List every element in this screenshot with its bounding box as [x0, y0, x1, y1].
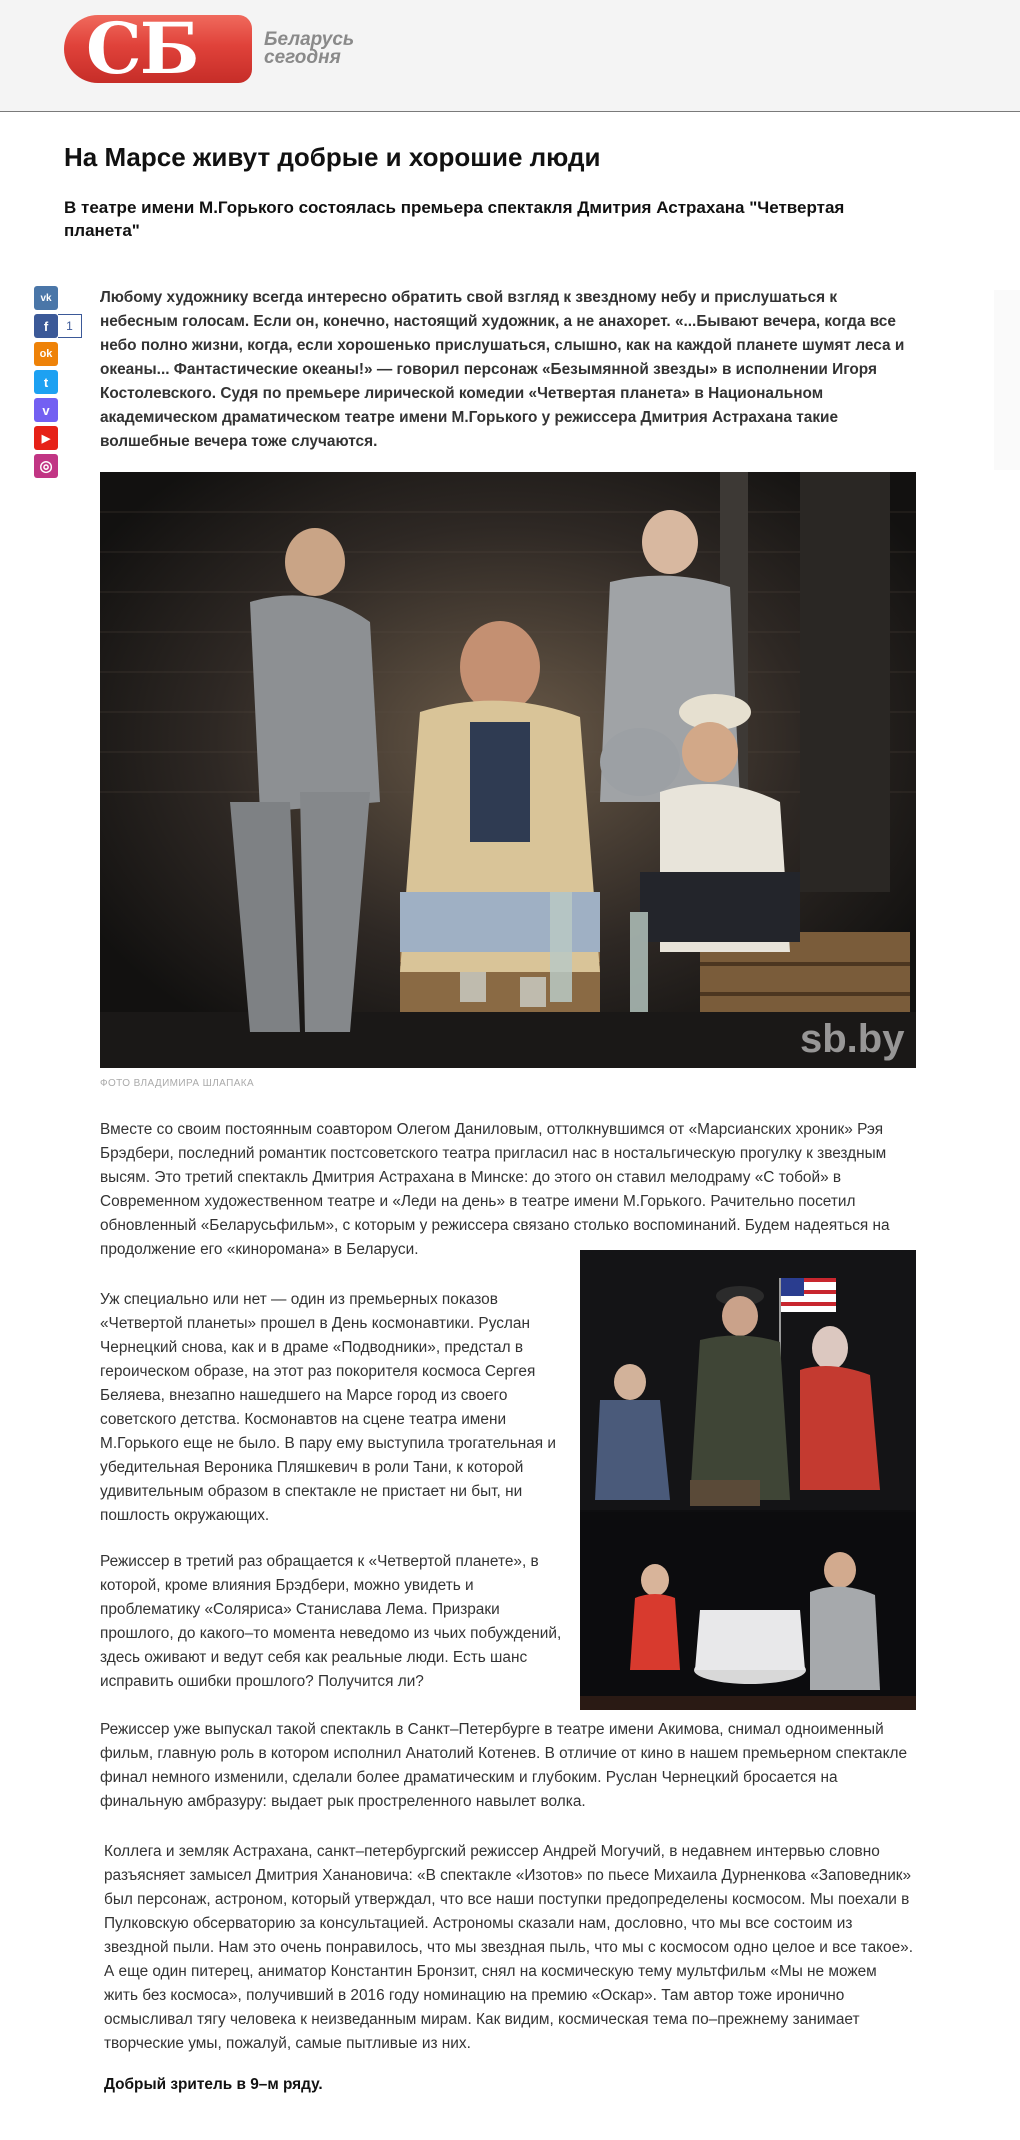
- instagram-icon[interactable]: ◎: [34, 454, 58, 478]
- logo-text: [264, 31, 354, 67]
- article-paragraph-5: Коллега и земляк Астрахана, санкт–петербургский режиссер Андрей Могучий, в недавнем интервью словно разъясняет замысел Дмитрия Ханановича: «В спектакле «Изотов» по пьесе Михаила Дурненкова «Заповедник» был персонаж, астроном, который утверждал, что все наши поступки предопределены космосом. Мы поехали в Пулковскую обсерваторию за консультацией. Астрономы сказали нам, дословно, что мы все состоим из звездной пыли. Нам это очень понравилось, что мы звездная пыль, что мы с космосом одно целое и все такое». А еще один питерец, аниматор Константин Бронзит, снял на космическую тему мультфильм «Мы не можем жить без космоса», получивший в 2016 году номинацию на премию «Оскар». Там автор тоже иронично осмысливал тягу человека к неизведанным мирам. Как видим, космическая тема по–прежнему занимает творческие умы, пожалуй, самые пытливые из них.: [104, 1843, 913, 2052]
- logo-mark: [64, 7, 252, 90]
- article-intro: Любому художнику всегда интересно обратить свой взгляд к звездному небу и прислушаться к небесным голосам. Если он, конечно, настоящий художник, а не анахорет. «...Бывают вечера, когда все небо полно жизни, когда, если хорошенько прислушаться, слышно, как на каждой планете шумят леса и океаны... Фантастические океаны!» — говорил персонаж «Безымянной звезды» в исполнении Игоря Костолевского. Судя по премьере лирической комедии «Четвертая планета» в Национальном академическом драматическом театре имени М.Горького у режиссера Дмитрия Астрахана такие волшебные вечера тоже случаются.: [100, 289, 905, 450]
- main-photo: [100, 472, 916, 1068]
- logo-letters: СБ: [86, 7, 198, 90]
- site-logo[interactable]: [64, 7, 364, 90]
- facebook-share[interactable]: [34, 314, 84, 342]
- facebook-count: 1: [58, 314, 82, 338]
- photo-watermark: sb.by: [800, 1017, 905, 1061]
- stage-scene-illustration: [100, 472, 916, 1068]
- photo-caption: ФОТО ВЛАДИМИРА ШЛАПАКА: [100, 1078, 255, 1089]
- youtube-icon[interactable]: ▶: [34, 426, 58, 450]
- site-header: [0, 0, 1020, 112]
- viber-icon[interactable]: v: [34, 398, 58, 422]
- twitter-icon[interactable]: t: [34, 370, 58, 394]
- article-paragraph-4: Режиссер уже выпускал такой спектакль в Санкт–Петербурге в театре имени Акимова, снимал одноименный фильм, главную роль в котором исполнил Анатолий Котенев. В отличие от кино в нашем премьерном спектакле финал немного изменили, сделали более драматическим и глубоким. Руслан Чернецкий бросается на финальную амбразуру: выдает рык простреленного навылет волка.: [100, 1721, 908, 1810]
- odnoklassniki-icon[interactable]: ok: [34, 342, 58, 366]
- article-paragraph-3: Режиссер в третий раз обращается к «Четвертой планете», в которой, кроме влияния Брэдбери, можно увидеть и проблематику «Соляриса» Станислава Лема. Призраки прошлого, до какого–то момента неведомо из чьих побуждений, здесь оживают и ведут себя как реальные люди. Есть шанс исправить ошибки прошлого? Получится ли?: [100, 1553, 562, 1690]
- side-photos: [580, 1250, 916, 1710]
- vk-icon[interactable]: vk: [34, 286, 58, 310]
- article-subheading: Добрый зритель в 9–м ряду.: [104, 2076, 323, 2093]
- facebook-icon[interactable]: f: [34, 314, 58, 338]
- article-title: На Марсе живут добрые и хорошие люди: [64, 142, 601, 172]
- logo-line-2: сегодня: [264, 47, 341, 68]
- article-paragraph-1: Вместе со своим постоянным соавтором Олегом Даниловым, оттолкнувшимся от «Марсианских хроник» Рэя Брэдбери, последний романтик постсоветского театра пригласил нас в ностальгическую прогулку к звездным высям. Это третий спектакль Дмитрия Астрахана в Минске: до этого он ставил мелодраму «С тобой» в Современном художественном театре и «Леди на день» в театре имени М.Горького. Рачительно посетил обновленный «Беларусьфильм», с которым у режиссера связано столько воспоминаний. Будем надеяться на продолжение его «кинороманa» в Беларуси.: [100, 1121, 890, 1258]
- article-lead: В театре имени М.Горького состоялась премьера спектакля Дмитрия Астрахана "Четвертая планета": [64, 198, 845, 240]
- logo-line-1: Беларусь: [264, 29, 355, 50]
- side-photos-illustration: [580, 1250, 916, 1710]
- right-edge-ad: [994, 290, 1020, 470]
- share-bar: [34, 286, 84, 482]
- article-paragraph-2: Уж специально или нет — один из премьерных показов «Четвертой планеты» прошел в День космонавтики. Руслан Чернецкий снова, как и в драме «Подводники», предстал в героическом образе, на этот раз покорителя космоса Сергея Беляева, внезапно нашедшего на Марсе город из своего советского детства. Космонавтов на сцене театра имени М.Горького еще не было. В пару ему выступила трогательная и убедительная Вероника Пляшкевич в роли Тани, к которой удивительным образом в спектакле не пристает ни быт, ни пошлость окружающих.: [100, 1291, 557, 1524]
